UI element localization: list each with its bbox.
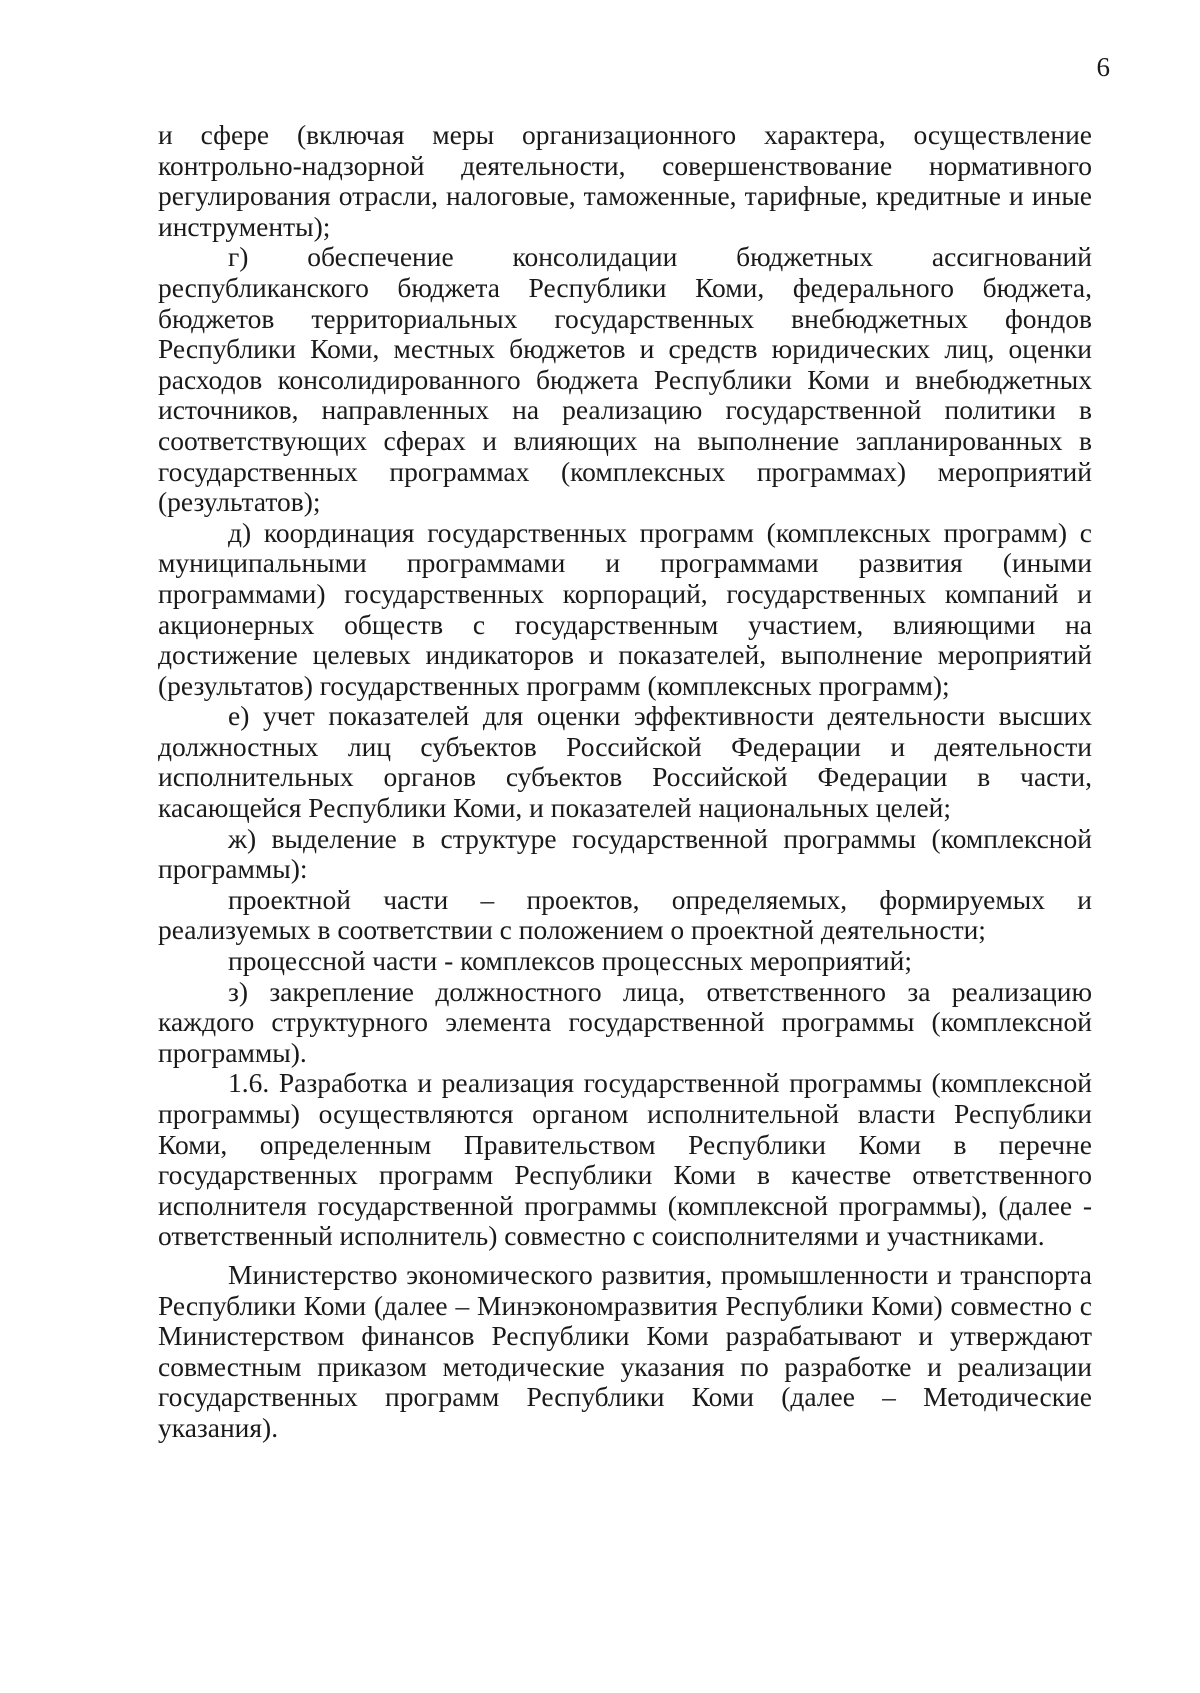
- paragraph-process-part: процессной части - комплексов процессных мероприятий;: [228, 945, 912, 977]
- paragraph-project-part: проектной части – проектов, определяемых, формируемых и реализуемых в соответствии с положением о проектной деятельности;: [158, 883, 1092, 946]
- paragraph-item-z: з) закрепление должностного лица, ответственного за реализацию каждого структурного элемента государственной программы (комплексной программы).: [158, 975, 1092, 1068]
- paragraph-continuation: и сфере (включая меры организационного характера, осуществление контрольно-надзорной деятельности, совершенствование нормативного регулирования отрасли, налоговые, таможенные, тарифные, кредитные и иные инструменты);: [158, 119, 1092, 242]
- document-body: [158, 120, 1092, 1444]
- paragraph-item-e: е) учет показателей для оценки эффективности деятельности высших должностных лиц субъектов Российской Федерации и деятельности исполнительных органов субъектов Российской Федерации в части, касающейся Республики Коми, и показателей национальных целей;: [158, 700, 1092, 824]
- page-number: 6: [1096, 52, 1110, 82]
- paragraph-item-d: д) координация государственных программ (комплексных программ) с муниципальными программами и программами развития (иными программами) государственных корпораций, государственных компаний и акционерных обществ с государственным участием, влияющими на достижение целевых индикаторов и показателей, выполнение мероприятий (результатов) государственных программ (комплексных программ);: [158, 516, 1092, 701]
- paragraph-item-g: г) обеспечение консолидации бюджетных ассигнований республиканского бюджета Республики Коми, федерального бюджета, бюджетов территориальных государственных внебюджетных фондов Республики Коми, местных бюджетов и средств юридических лиц, оценки расходов консолидированного бюджета Республики Коми и внебюджетных источников, направленных на реализацию государственной политики в соответствующих сферах и влияющих на выполнение запланированных в государственных программах (комплексных программах) мероприятий (результатов);: [158, 241, 1092, 518]
- paragraph-section-1-6: 1.6. Разработка и реализация государственной программы (комплексной программы) осуществляются органом исполнительной власти Республики Коми, определенным Правительством Республики Коми в перечне государственных программ Республики Коми в качестве ответственного исполнителя государственной программы (комплексной программы), (далее - ответственный исполнитель) совместно с соисполнителями и участниками.: [158, 1067, 1092, 1252]
- paragraph-ministry: Министерство экономического развития, промышленности и транспорта Республики Коми (далее – Минэкономразвития Республики Коми) совместно с Министерством финансов Республики Коми разрабатывают и утверждают совместным приказом методические указания по разработке и реализации государственных программ Республики Коми (далее – Методические указания).: [158, 1258, 1092, 1443]
- paragraph-item-zh: ж) выделение в структуре государственной программы (комплексной программы):: [158, 822, 1092, 885]
